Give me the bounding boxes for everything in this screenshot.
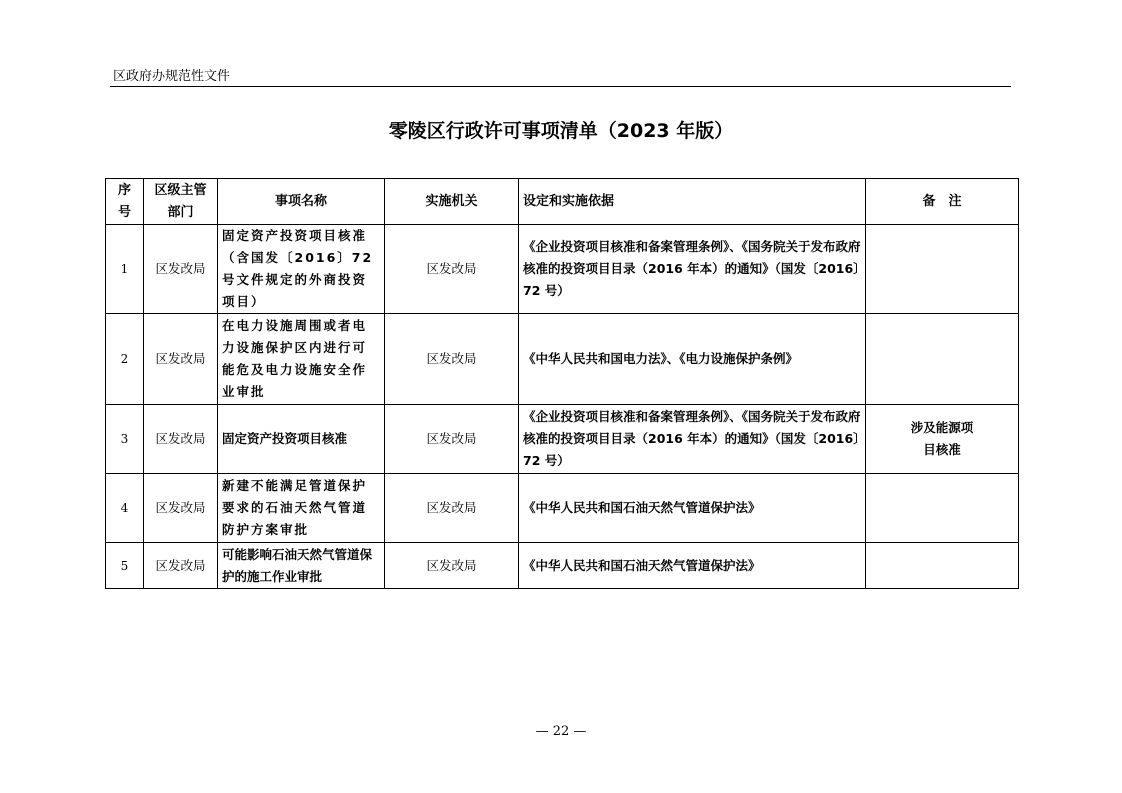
row-dept: 区发改局 [144, 405, 218, 474]
row-dept: 区发改局 [144, 474, 218, 543]
row-seq: 2 [106, 314, 144, 405]
row-authority: 区发改局 [385, 314, 519, 405]
header-authority: 实施机关 [385, 179, 519, 225]
row-item-name: 在电力设施周围或者电力设施保护区内进行可能危及电力设施安全作业审批 [218, 314, 385, 405]
table-row [106, 543, 1019, 589]
row-authority: 区发改局 [385, 225, 519, 314]
row-basis: 《企业投资项目核准和备案管理条例》、《国务院关于发布政府核准的投资项目目录（2016 年本）的通知》（国发〔2016〕72 号） [519, 405, 866, 474]
header-dept-line1: 区级主管 [154, 182, 207, 198]
row-item-name: 固定资产投资项目核准 [218, 405, 385, 474]
document-header: 区政府办规范性文件 [113, 69, 231, 84]
row-notes [866, 314, 1019, 405]
header-basis: 设定和实施依据 [519, 179, 866, 225]
table-row [106, 314, 1019, 405]
row-basis: 《中华人民共和国石油天然气管道保护法》 [519, 474, 866, 543]
row-notes [866, 543, 1019, 589]
page-title: 零陵区行政许可事项清单（2023 年版） [388, 120, 734, 142]
header-notes: 备 注 [866, 179, 1019, 225]
row-seq: 5 [106, 543, 144, 589]
row-item-name: 新建不能满足管道保护要求的石油天然气管道防护方案审批 [218, 474, 385, 543]
row-seq: 4 [106, 474, 144, 543]
table-header-row [106, 179, 1019, 225]
row-dept: 区发改局 [144, 543, 218, 589]
row-authority: 区发改局 [385, 543, 519, 589]
row-notes [866, 474, 1019, 543]
row-authority: 区发改局 [385, 474, 519, 543]
header-seq-line2: 号 [117, 204, 131, 220]
row-item-name: 固定资产投资项目核准（含国发〔2016〕72号文件规定的外商投资项目） [218, 225, 385, 314]
table-row [106, 225, 1019, 314]
row-seq: 1 [106, 225, 144, 314]
row-item-name: 可能影响石油天然气管道保护的施工作业审批 [218, 543, 385, 589]
row-basis: 《中华人民共和国电力法》、《电力设施保护条例》 [519, 314, 866, 405]
row-dept: 区发改局 [144, 225, 218, 314]
header-divider [110, 86, 1011, 87]
header-dept [144, 179, 218, 225]
row-dept: 区发改局 [144, 314, 218, 405]
header-seq [106, 179, 144, 225]
header-seq-line1: 序 [117, 182, 131, 198]
table-row [106, 405, 1019, 474]
row-notes: 涉及能源项目核准 [866, 405, 1019, 474]
row-notes [866, 225, 1019, 314]
table-row [106, 474, 1019, 543]
header-dept-line2: 部门 [167, 204, 194, 220]
row-seq: 3 [106, 405, 144, 474]
row-basis: 《企业投资项目核准和备案管理条例》、《国务院关于发布政府核准的投资项目目录（2016 年本）的通知》（国发〔2016〕72 号） [519, 225, 866, 314]
row-basis: 《中华人民共和国石油天然气管道保护法》 [519, 543, 866, 589]
page-number: — 22 — [535, 724, 587, 739]
row-authority: 区发改局 [385, 405, 519, 474]
permit-table [105, 178, 1019, 589]
header-item-name: 事项名称 [218, 179, 385, 225]
